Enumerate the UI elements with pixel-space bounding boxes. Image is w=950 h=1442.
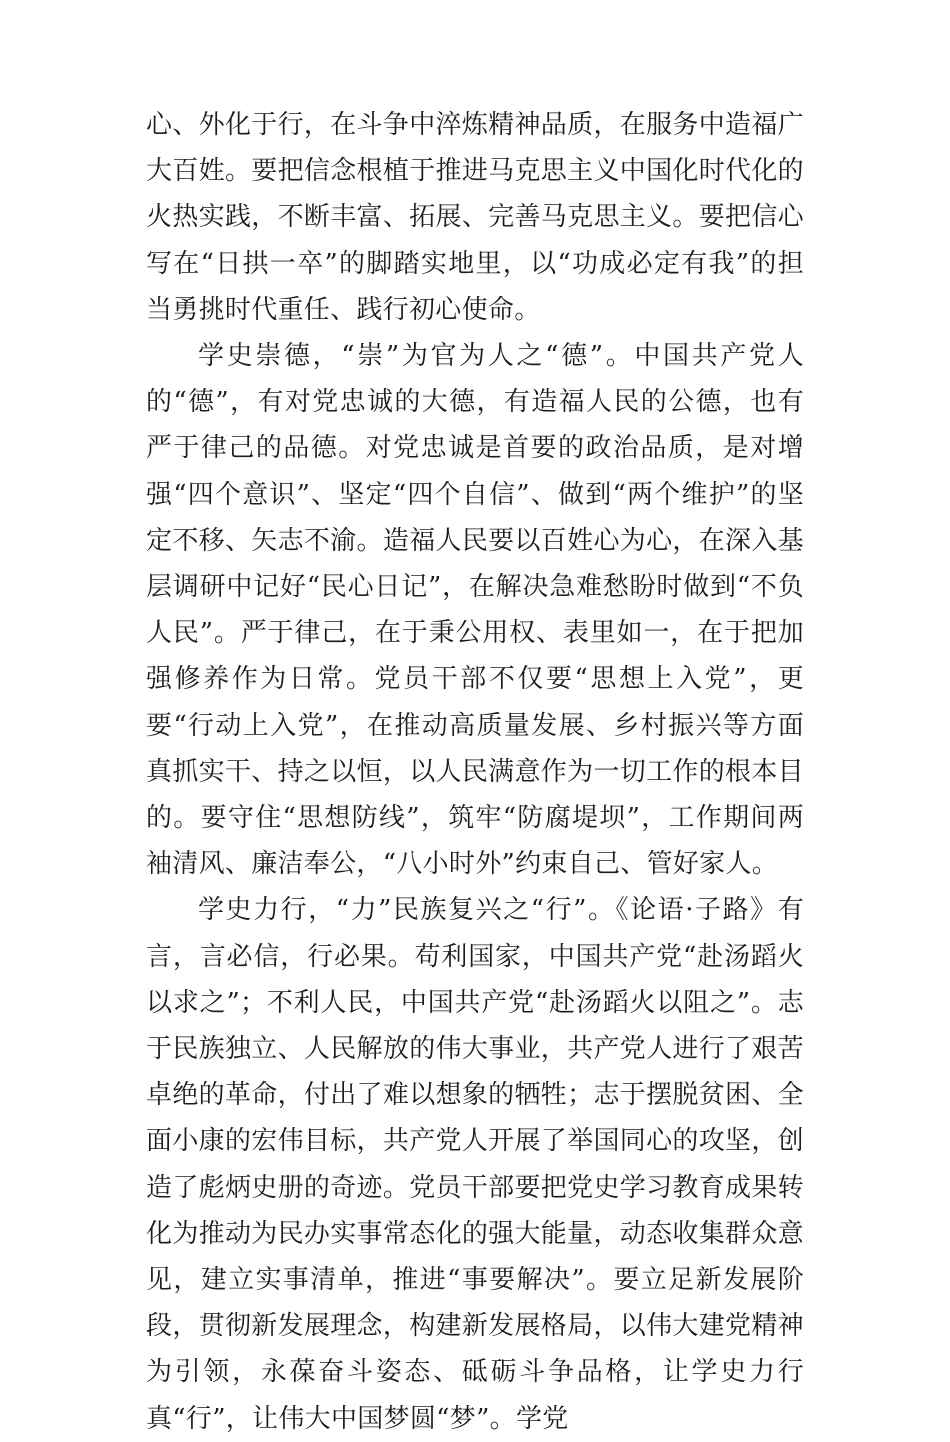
paragraph-continuation: 心、外化于行，在斗争中淬炼精神品质，在服务中造福广大百姓。要把信念根植于推进马克思主义中国化时代化的火热实践，不断丰富、拓展、完善马克思主义。要把信心写在“日拱一卒”的脚踏实地里，以“功成必定有我”的担当勇挑时代重任、践行初心使命。 — [146, 110, 804, 325]
paragraph-xueshi-lixing: 学史力行，“力”民族复兴之“行”。《论语·子路》有言，言必信，行必果。苟利国家，中国共产党“赴汤蹈火以求之”；不利人民，中国共产党“赴汤蹈火以阻之”。志于民族独立、人民解放的伟大事业，共产党人进行了艰苦卓绝的革命，付出了难以想象的牺牲；志于摆脱贫困、全面小康的宏伟目标，共产党人开展了举国同心的攻坚，创造了彪炳史册的奇迹。党员干部要把党史学习教育成果转化为推动为民办实事常态化的强大能量，动态收集群众意见，建立实事清单，推进“事要解决”。要立足新发展阶段，贯彻新发展理念，构建新发展格局，以伟大建党精神为引领，永葆奋斗姿态、砥砺斗争品格，让学史力行真“行”，让伟大中国梦圆“梦”。学党 — [146, 895, 804, 1434]
paragraph-xueshi-chongde: 学史崇德，“崇”为官为人之“德”。中国共产党人的“德”，有对党忠诚的大德，有造福人民的公德，也有严于律己的品德。对党忠诚是首要的政治品质，是对增强“四个意识”、坚定“四个自信”、做到“两个维护”的坚定不移、矢志不渝。造福人民要以百姓心为心，在深入基层调研中记好“民心日记”，在解决急难愁盼时做到“不负人民”。严于律己，在于秉公用权、表里如一，在于把加强修养作为日常。党员干部不仅要“思想上入党”，更要“行动上入党”，在推动高质量发展、乡村振兴等方面真抓实干、持之以恒，以人民满意作为一切工作的根本目的。要守住“思想防线”，筑牢“防腐堤坝”，工作期间两袖清风、廉洁奉公，“八小时外”约束自己、管好家人。 — [146, 341, 804, 880]
document-body — [146, 102, 804, 1442]
